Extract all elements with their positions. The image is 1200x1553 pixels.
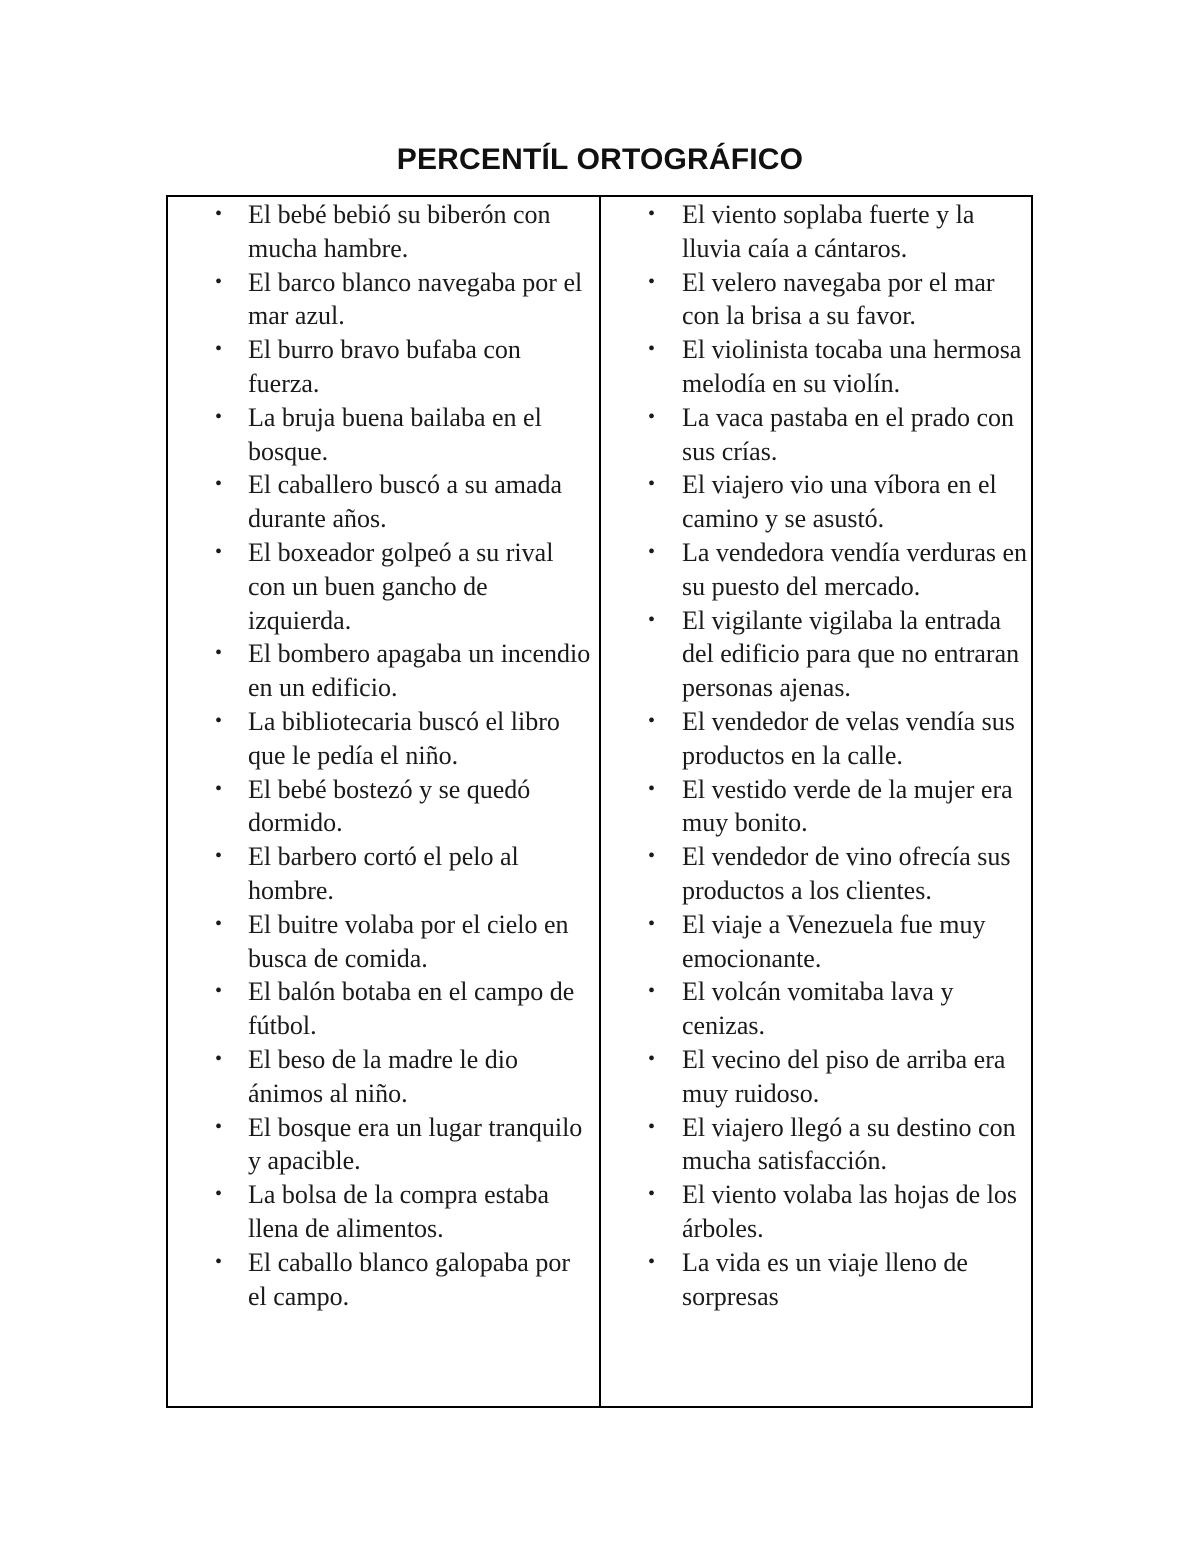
bullet-icon: • xyxy=(215,642,223,665)
list-item xyxy=(601,1043,1031,1111)
list-item xyxy=(168,1178,599,1246)
list-item xyxy=(601,1178,1031,1246)
list-item xyxy=(168,536,599,637)
list-item xyxy=(168,1043,599,1111)
list-item xyxy=(601,198,1031,266)
list-item xyxy=(601,840,1031,908)
bullet-icon: • xyxy=(215,845,223,868)
page-title: PERCENTÍL ORTOGRÁFICO xyxy=(396,143,804,176)
list-item xyxy=(601,604,1031,705)
right-column xyxy=(601,197,1031,1406)
sentence-text: El bebé bebió su biberón con mucha hambre. xyxy=(248,200,551,263)
list-item xyxy=(168,266,599,334)
bullet-icon: • xyxy=(648,473,656,496)
sentence-text: El viajero llegó a su destino con mucha satisfacción. xyxy=(682,1112,1016,1176)
bullet-icon: • xyxy=(215,405,223,428)
sentence-text: La bruja buena bailaba en el bosque. xyxy=(248,402,542,466)
list-item xyxy=(601,1246,1031,1314)
sentence-text: El caballero buscó a su amada durante años. xyxy=(248,470,563,534)
list-item xyxy=(601,536,1031,604)
list-item xyxy=(601,266,1031,334)
left-sentence-list xyxy=(168,197,599,1313)
bullet-icon: • xyxy=(648,540,656,563)
sentence-text: El burro bravo bufaba con fuerza. xyxy=(248,335,521,398)
sentence-text: El viaje a Venezuela fue muy emocionante. xyxy=(682,909,986,973)
sentence-text: El vecino del piso de arriba era muy ruidoso. xyxy=(682,1044,1006,1108)
list-item xyxy=(601,773,1031,841)
sentence-text: La vida es un viaje lleno de sorpresas xyxy=(682,1247,968,1311)
sentence-text: El viajero vio una víbora en el camino y se asustó. xyxy=(682,470,997,534)
list-item xyxy=(168,975,599,1043)
bullet-icon: • xyxy=(215,777,223,800)
sentence-text: El viento soplaba fuerte y la lluvia caía a cántaros. xyxy=(682,200,975,263)
list-item xyxy=(168,1111,599,1179)
sentence-text: El barco blanco navegaba por el mar azul. xyxy=(248,267,583,331)
bullet-icon: • xyxy=(648,203,656,225)
bullet-icon: • xyxy=(215,1250,223,1273)
list-item xyxy=(168,468,599,536)
sentence-text: El barbero cortó el pelo al hombre. xyxy=(248,842,519,905)
list-item xyxy=(168,908,599,976)
list-item xyxy=(601,468,1031,536)
bullet-icon: • xyxy=(648,845,656,868)
bullet-icon: • xyxy=(215,912,223,935)
bullet-icon: • xyxy=(215,338,223,361)
list-item xyxy=(601,1111,1031,1179)
list-item xyxy=(601,908,1031,976)
bullet-icon: • xyxy=(215,1115,223,1138)
sentence-text: El violinista tocaba una hermosa melodía en su violín. xyxy=(682,335,1022,398)
list-item xyxy=(601,705,1031,773)
bullet-icon: • xyxy=(648,1250,656,1273)
list-item xyxy=(168,840,599,908)
sentence-text: El volcán vomitaba lava y cenizas. xyxy=(682,977,954,1041)
sentence-text: La vendedora vendía verduras en su puesto del mercado. xyxy=(682,537,1028,601)
bullet-icon: • xyxy=(215,203,223,225)
bullet-icon: • xyxy=(648,1047,656,1070)
sentence-text: El vigilante vigilaba la entrada del edificio para que no entraran personas ajenas. xyxy=(682,605,1020,703)
list-item xyxy=(168,705,599,773)
sentence-text: El viento volaba las hojas de los árboles. xyxy=(682,1180,1018,1243)
bullet-icon: • xyxy=(648,338,656,361)
sentence-text: La bolsa de la compra estaba llena de alimentos. xyxy=(248,1180,550,1243)
sentence-text: El bombero apagaba un incendio en un edificio. xyxy=(248,639,591,703)
bullet-icon: • xyxy=(215,980,223,1003)
list-item xyxy=(168,198,599,266)
list-item xyxy=(168,333,599,401)
list-item xyxy=(168,637,599,705)
list-item xyxy=(168,401,599,469)
bullet-icon: • xyxy=(215,1047,223,1070)
sentence-text: El buitre volaba por el cielo en busca de comida. xyxy=(248,909,569,973)
list-item xyxy=(168,1246,599,1314)
list-item xyxy=(601,401,1031,469)
bullet-icon: • xyxy=(648,608,656,631)
bullet-icon: • xyxy=(648,1115,656,1138)
sentence-text: El velero navegaba por el mar con la brisa a su favor. xyxy=(682,267,995,331)
right-sentence-list xyxy=(601,197,1031,1313)
bullet-icon: • xyxy=(648,777,656,800)
sentence-text: La vaca pastaba en el prado con sus crías. xyxy=(682,402,1015,466)
bullet-icon: • xyxy=(648,980,656,1003)
bullet-icon: • xyxy=(648,405,656,428)
bullet-icon: • xyxy=(648,270,656,293)
sentence-text: El vendedor de velas vendía sus productos en la calle. xyxy=(682,706,1015,770)
bullet-icon: • xyxy=(215,1183,223,1206)
sentence-text: La bibliotecaria buscó el libro que le pedía el niño. xyxy=(248,706,560,770)
sentence-text: El bebé bostezó y se quedó dormido. xyxy=(248,774,531,838)
bullet-icon: • xyxy=(215,709,223,732)
bullet-icon: • xyxy=(215,270,223,293)
sentence-text: El boxeador golpeó a su rival con un buen gancho de izquierda. xyxy=(248,537,554,635)
sentence-text: El bosque era un lugar tranquilo y apacible. xyxy=(248,1112,583,1176)
bullet-icon: • xyxy=(648,912,656,935)
sentence-text: El caballo blanco galopaba por el campo. xyxy=(248,1247,570,1311)
sentence-text: El vestido verde de la mujer era muy bonito. xyxy=(682,774,1013,838)
sentence-table xyxy=(166,195,1033,1408)
left-column xyxy=(168,197,601,1406)
bullet-icon: • xyxy=(648,1183,656,1206)
bullet-icon: • xyxy=(215,473,223,496)
sentence-text: El balón botaba en el campo de fútbol. xyxy=(248,977,575,1041)
list-item xyxy=(601,975,1031,1043)
sentence-text: El beso de la madre le dio ánimos al niño. xyxy=(248,1044,519,1108)
list-item xyxy=(168,773,599,841)
sentence-text: El vendedor de vino ofrecía sus productos a los clientes. xyxy=(682,842,1011,905)
bullet-icon: • xyxy=(648,709,656,732)
list-item xyxy=(601,333,1031,401)
bullet-icon: • xyxy=(215,540,223,563)
